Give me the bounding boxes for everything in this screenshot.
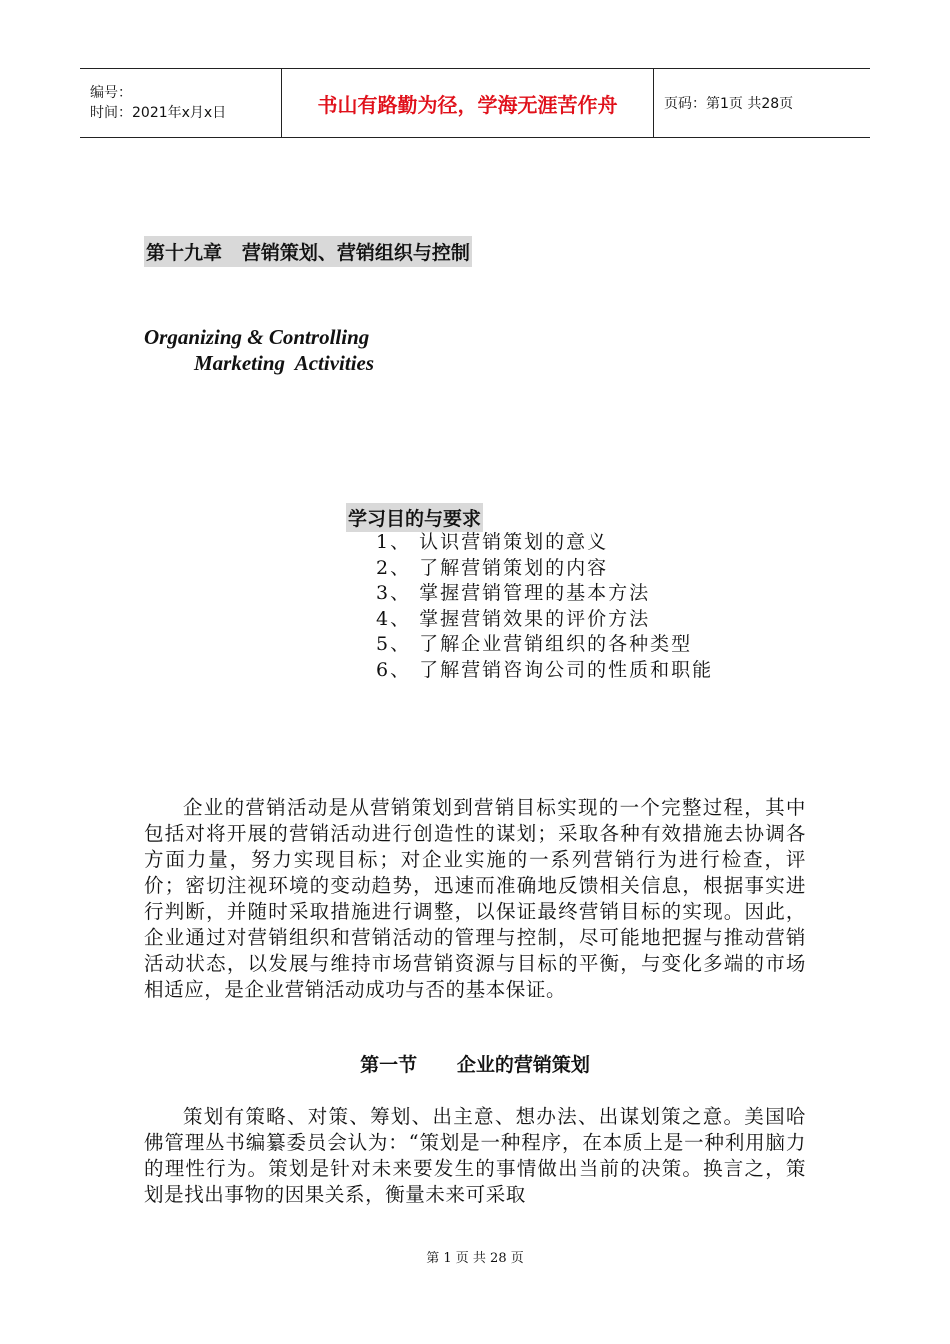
english-title-line-2: Marketing Activities [194, 351, 375, 375]
document-number-label: 编号： [90, 85, 132, 101]
header-page-info: 页码：第1页 共28页 [664, 96, 794, 112]
section-paragraph: 策划有策略、对策、筹划、出主意、想办法、出谋划策之意。美国哈佛管理丛书编纂委员会认为：“策划是一种程序，在本质上是一种利用脑力的理性行为。策划是针对未来要发生的事情做出当前的决策。换言之，策划是找出事物的因果关系，衡量未来可采取 [144, 1105, 806, 1206]
objective-item: 5、 了解企业营销组织的各种类型 [376, 633, 693, 655]
objectives-heading: 学习目的与要求 [346, 503, 483, 532]
objectives-list [376, 530, 713, 683]
header-motto-cell [282, 69, 654, 137]
objective-item: 3、 掌握营销管理的基本方法 [376, 582, 651, 604]
header-page-cell [654, 69, 870, 137]
section-title: 第一节 企业的营销策划 [360, 1054, 590, 1076]
objective-item: 1、 认识营销策划的意义 [376, 531, 609, 553]
objective-item: 4、 掌握营销效果的评价方法 [376, 607, 651, 630]
english-title-line-1: Organizing & Controlling [144, 325, 370, 349]
chapter-title: 第十九章 营销策划、营销组织与控制 [144, 236, 472, 267]
objective-item: 6、 了解营销咨询公司的性质和职能 [376, 658, 714, 681]
english-title [144, 324, 374, 376]
page-footer: 第 1 页 共 28 页 [426, 1251, 524, 1266]
document-date: 时间：2021年x月x日 [90, 105, 227, 121]
header-meta-cell [80, 69, 282, 137]
header-motto: 书山有路勤为径，学海无涯苦作舟 [317, 92, 618, 117]
objective-item: 2、 了解营销策划的内容 [376, 556, 609, 579]
intro-paragraph: 企业的营销活动是从营销策划到营销目标实现的一个完整过程，其中包括对将开展的营销活动进行创造性的谋划；采取各种有效措施去协调各方面力量，努力实现目标；对企业实施的一系列营销行为进行检查，评价；密切注视环境的变动趋势，迅速而准确地反馈相关信息，根据事实进行判断，并随时采取措施进行调整，以保证最终营销目标的实现。因此，企业通过对营销组织和营销活动的管理与控制，尽可能地把握与推动营销活动状态，以发展与维持市场营销资源与目标的平衡，与变化多端的市场相适应，是企业营销活动成功与否的基本保证。 [144, 796, 806, 1001]
document-header [80, 68, 870, 138]
